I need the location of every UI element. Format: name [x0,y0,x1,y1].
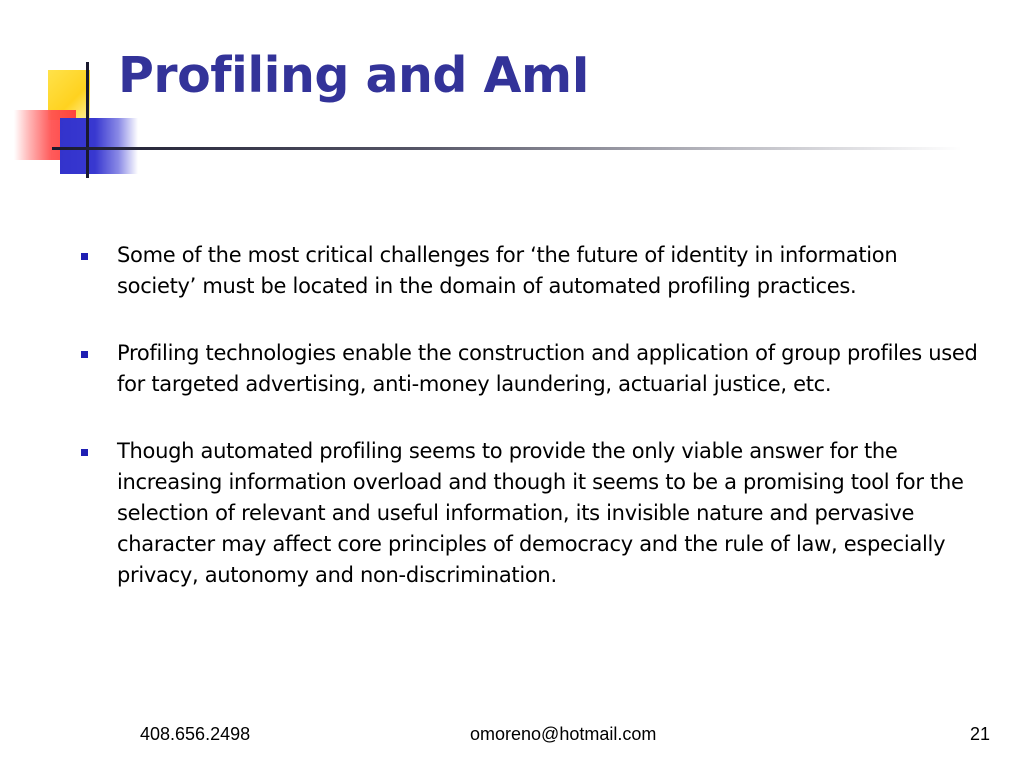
bullet-text: Profiling technologies enable the construction and application of group profiles used for targeted advertising, anti-money laundering, actuarial justice, etc. [117,341,978,396]
bullet-list [78,240,978,627]
square-bullet-icon [81,253,88,260]
blue-square [60,118,138,174]
bullet-item-1 [78,240,978,302]
footer-phone: 408.656.2498 [140,724,251,744]
bullet-text: Though automated profiling seems to provide the only viable answer for the increasing information overload and though it seems to be a promising tool for the selection of relevant and useful information, its invisible nature and pervasive character may affect core principles of democracy and the rule of law, especially privacy, autonomy and non-discrimination. [117,439,964,587]
bullet-item-3 [78,436,978,591]
bullet-item-2 [78,338,978,400]
vertical-rule [86,62,89,178]
footer-email: omoreno@hotmail.com [470,724,657,744]
square-bullet-icon [81,351,88,358]
footer-page-number: 21 [970,724,991,744]
title-underline [52,147,962,150]
square-bullet-icon [81,449,88,456]
slide-title: Profiling and AmI [118,47,590,104]
bullet-text: Some of the most critical challenges for ‘the future of identity in information society’ must be located in the domain of automated profiling practices. [117,243,898,298]
